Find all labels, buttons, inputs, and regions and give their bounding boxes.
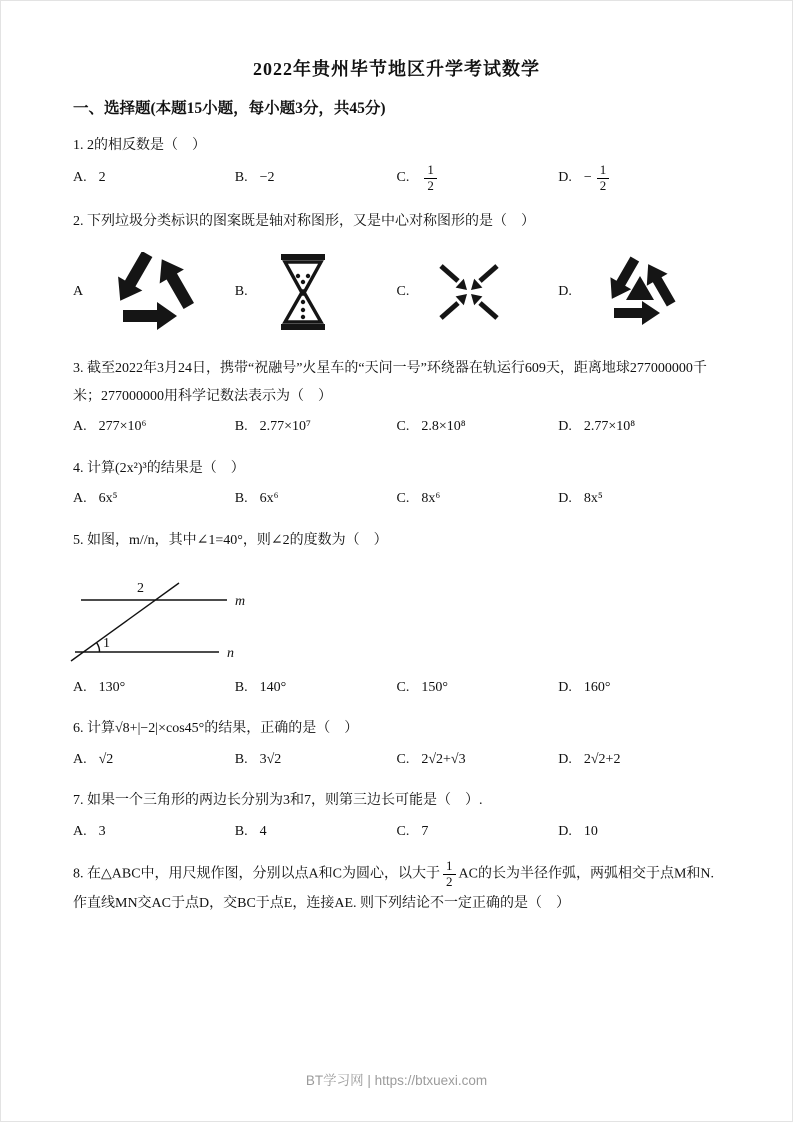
- question-8-text: [73, 859, 720, 917]
- option-label: A: [73, 284, 84, 300]
- fraction: [443, 859, 456, 890]
- option-label: B.: [234, 419, 248, 435]
- option-a: [73, 486, 235, 513]
- question-1: [73, 132, 720, 194]
- option-label: C.: [396, 751, 410, 767]
- option-label: C.: [396, 170, 410, 186]
- question-5-options: [73, 675, 720, 702]
- watermark-footer: BT学习网 | https://btxuexi.com: [305, 1073, 488, 1088]
- option-label: D.: [558, 419, 572, 435]
- option-text: 2√2+2: [583, 751, 621, 767]
- option-text: 2.77×10⁷: [259, 419, 311, 435]
- option-text: 2.77×10⁸: [583, 419, 636, 435]
- question-3: [73, 355, 720, 440]
- option-c: [397, 486, 559, 513]
- option-text: 2.8×10⁸: [421, 419, 466, 435]
- question-5-figure: [67, 560, 720, 671]
- option-label: A.: [73, 419, 87, 435]
- option-b: [235, 819, 397, 846]
- option-text: 4: [259, 823, 267, 839]
- question-6-options: [73, 747, 720, 774]
- question-8-text-part2: AC的长为半径作弧，两弧相交于点M和N. 作直线MN交AC于点D，交BC于点E，连接AE. 则下列结论不一定正确的是（ ）: [73, 866, 715, 912]
- question-7: [73, 787, 720, 845]
- option-b: [235, 675, 397, 702]
- question-6: [73, 715, 720, 773]
- question-6-text: 6. 计算√8+|−2|×cos45°的结果，正确的是（ ）: [73, 721, 359, 737]
- option-text: 3√2: [259, 751, 282, 767]
- angle-1-label: 1: [103, 635, 110, 651]
- option-label: B.: [234, 679, 248, 695]
- question-7-text: 7. 如果一个三角形的两边长分别为3和7，则第三边长可能是（ ）.: [73, 793, 483, 809]
- option-label: A.: [73, 679, 87, 695]
- option-a: [73, 414, 235, 441]
- option-c: [397, 414, 559, 441]
- fraction-numerator: 1: [597, 163, 610, 179]
- fraction-denominator: 2: [446, 874, 453, 890]
- question-3-options: [73, 414, 720, 441]
- question-2-text: 2. 下列垃圾分类标识的图案既是轴对称图形，又是中心对称图形的是（ ）: [73, 214, 535, 230]
- option-d: [558, 163, 720, 194]
- question-2: [73, 208, 720, 341]
- recycle-triangle-icon: [598, 253, 682, 331]
- question-4-text: 4. 计算(2x²)³的结果是（ ）: [73, 460, 245, 476]
- option-label: B.: [234, 751, 248, 767]
- option-label: D.: [558, 679, 572, 695]
- option-text: 6x⁵: [98, 490, 118, 506]
- fraction: [424, 163, 437, 194]
- option-d: [558, 414, 720, 441]
- fraction-numerator: 1: [443, 859, 456, 875]
- option-text: 8x⁶: [421, 490, 441, 506]
- option-c: [397, 819, 559, 846]
- option-text: 277×10⁶: [98, 419, 147, 435]
- option-text: √2: [98, 751, 114, 767]
- option-c: [397, 260, 559, 324]
- option-b: [235, 414, 397, 441]
- option-text: 160°: [583, 679, 611, 695]
- option-a: [73, 163, 235, 194]
- option-text: 2√2+√3: [421, 751, 466, 767]
- option-label: B.: [234, 170, 248, 186]
- option-label: A.: [73, 751, 87, 767]
- option-label: C.: [396, 679, 410, 695]
- page-title: 2022年贵州毕节地区升学考试数学: [253, 59, 540, 79]
- option-label: D.: [558, 823, 572, 839]
- option-b: [235, 486, 397, 513]
- option-label: C.: [396, 490, 410, 506]
- question-8-text-part1: 8. 在△ABC中，用尺规作图，分别以点A和C为圆心，以大于: [73, 866, 440, 882]
- option-label: B.: [234, 284, 248, 300]
- option-b: [235, 163, 397, 194]
- question-8: [73, 859, 720, 917]
- question-5-text: 5. 如图，m//n，其中∠1=40°，则∠2的度数为（ ）: [73, 532, 388, 548]
- question-5: [73, 527, 720, 702]
- option-text: 8x⁵: [583, 490, 603, 506]
- hourglass-icon: [274, 253, 332, 331]
- option-text: 3: [98, 823, 106, 839]
- option-label: A.: [73, 490, 87, 506]
- question-2-options: [73, 243, 720, 341]
- converging-arrows-icon: [435, 260, 503, 324]
- option-label: A.: [73, 170, 87, 186]
- option-b: [235, 747, 397, 774]
- question-3-text: 3. 截至2022年3月24日，携带“祝融号”火星车的“天问一号”环绕器在轨运行609天，距离地球277000000千米；277000000用科学记数法表示为（ ）: [73, 361, 707, 404]
- fraction-numerator: 1: [424, 163, 437, 179]
- option-label: D.: [558, 284, 572, 300]
- option-label: D.: [558, 751, 572, 767]
- option-b: [235, 253, 397, 331]
- fraction-denominator: 2: [427, 178, 434, 194]
- option-c: [397, 163, 559, 194]
- option-d: [558, 675, 720, 702]
- option-a: [73, 252, 235, 332]
- option-text: 140°: [259, 679, 287, 695]
- option-text: 7: [421, 823, 429, 839]
- option-text: 10: [583, 823, 598, 839]
- option-c: [397, 675, 559, 702]
- option-a: [73, 819, 235, 846]
- option-label: B.: [234, 823, 248, 839]
- option-text: −2: [259, 170, 275, 186]
- angle-2-label: 2: [137, 580, 144, 596]
- recycle-icon: [109, 252, 197, 332]
- question-1-options: [73, 163, 720, 194]
- parallel-lines-figure: [67, 560, 299, 666]
- option-d: [558, 819, 720, 846]
- option-a: [73, 747, 235, 774]
- line-n-label: n: [227, 645, 234, 661]
- minus-sign: −: [583, 170, 592, 186]
- option-text: 130°: [98, 679, 126, 695]
- option-label: C.: [396, 284, 410, 300]
- option-text: 6x⁶: [259, 490, 279, 506]
- question-4-options: [73, 486, 720, 513]
- option-label: D.: [558, 170, 572, 186]
- fraction-denominator: 2: [599, 178, 607, 194]
- fraction: [597, 163, 610, 194]
- option-a: [73, 675, 235, 702]
- section-header: 一、选择题(本题15小题，每小题3分，共45分): [73, 100, 386, 117]
- option-label: C.: [396, 419, 410, 435]
- option-c: [397, 747, 559, 774]
- question-1-text: 1. 2的相反数是（ ）: [73, 138, 206, 153]
- line-m-label: m: [235, 593, 246, 609]
- option-d: [558, 486, 720, 513]
- option-d: [558, 253, 720, 331]
- option-label: C.: [396, 823, 410, 839]
- option-label: A.: [73, 823, 87, 839]
- question-7-options: [73, 819, 720, 846]
- option-label: B.: [234, 490, 248, 506]
- option-text: 150°: [421, 679, 448, 695]
- question-4: [73, 455, 720, 513]
- option-label: D.: [558, 490, 572, 506]
- option-text: 2: [98, 170, 106, 186]
- option-d: [558, 747, 720, 774]
